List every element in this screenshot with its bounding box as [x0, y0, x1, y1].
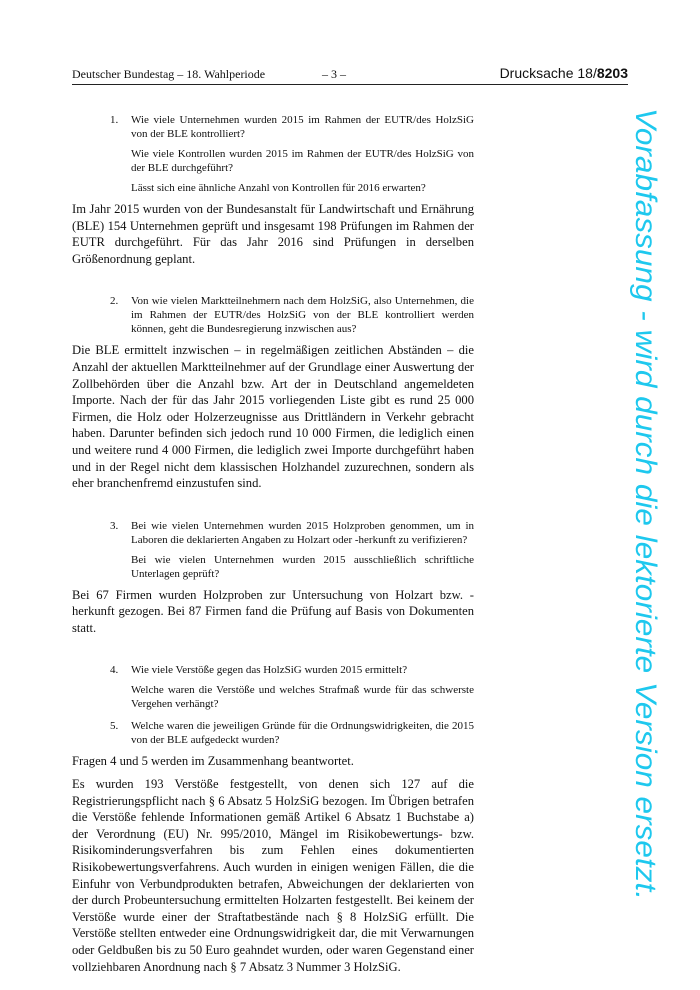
question-number: 5. — [110, 719, 119, 732]
question-number: 1. — [110, 114, 119, 126]
document-number-label: Drucksache — [499, 65, 574, 81]
answer-1: Im Jahr 2015 wurden von der Bundesanstalt für Landwirtschaft und Ernährung (BLE) 154 Unternehmen geprüft und insgesamt 198 Prüfungen im Rahmen der EUTR durchgeführt. Für das Jahr 2016 sind Prüfungen in derselben Größenordnung geplant. — [72, 202, 474, 266]
answer-4-5-intro: Fragen 4 und 5 werden im Zusammenhang beantwortet. — [72, 753, 354, 768]
question-text: Welche waren die Verstöße und welches Strafmaß wurde für das schwerste Vergehen verhängt? — [131, 683, 474, 710]
document-number — [500, 65, 628, 81]
page-body — [72, 113, 474, 975]
draft-watermark-text: Vorabfassung - wird durch die lektorierte Version ersetzt. — [629, 108, 662, 862]
draft-watermark-svg — [618, 108, 678, 908]
header-parliament: Deutscher Bundestag – 18. Wahlperiode — [72, 67, 266, 81]
answer-3: Bei 67 Firmen wurden Holzproben zur Untersuchung von Holzart bzw. -herkunft gezogen. Bei 87 Firmen fand die Prüfung auf Basis von Dokumenten statt. — [72, 587, 474, 635]
document-number-prefix: 18/ — [577, 65, 597, 81]
question-text: Wie viele Kontrollen wurden 2015 im Rahmen der EUTR/des HolzSiG von der BLE durchgeführt? — [131, 148, 474, 174]
question-1 — [72, 113, 474, 195]
question-4 — [72, 663, 474, 711]
question-text: Wie viele Verstöße gegen das HolzSiG wurden 2015 ermittelt? — [131, 663, 408, 676]
question-text: Lässt sich eine ähnliche Anzahl von Kontrollen für 2016 erwarten? — [131, 182, 426, 194]
document-number-value: 8203 — [596, 65, 628, 81]
question-number: 2. — [110, 295, 119, 308]
question-text: Bei wie vielen Unternehmen wurden 2015 ausschließlich schriftliche Unterlagen geprüft? — [131, 553, 474, 580]
question-5 — [72, 719, 474, 747]
question-text: Bei wie vielen Unternehmen wurden 2015 Holzproben genommen, um in Laboren die deklarierten Angaben zu Holzart oder -herkunft zu verifizieren? — [131, 519, 474, 546]
question-text: Wie viele Unternehmen wurden 2015 im Rahmen der EUTR/des HolzSiG von der BLE kontrolliert? — [131, 114, 474, 140]
answer-4-5: Es wurden 193 Verstöße festgestellt, von denen sich 127 auf die Registrierungspflicht nach § 6 Absatz 5 HolzSiG bezogen. Im Übrigen betrafen die Verstöße fehlende Informationen gemäß Artikel 6 Absatz 1 Buchstabe a) der Verordnung (EU) Nr. 995/2010, Mängel im Risikobewertungs- bzw. Risikominderungsverfahren bis zum Fehlen eines dokumentierten Risikobewertungsverfahrens. Auch wurden in einigen wenigen Fällen, die die Einfuhr von Verbundprodukten betrafen, Abweichungen der deklarierten von der durch Probeuntersuchung ermittelten Holzarten festgestellt. Bei keinem der Verstöße wurde einer der Straftatbestände nach § 8 HolzSiG erfüllt. Die Verstöße stellten entweder eine Ordnungswidrigkeit dar, die mit Verwarnungen oder Geldbußen bis zu 50 Euro geahndet wurden, oder waren Gegenstand einer vollziehbaren Anordnung nach § 7 Absatz 3 Nummer 3 HolzSiG. — [72, 777, 474, 974]
question-number: 4. — [110, 663, 119, 676]
question-3 — [72, 519, 474, 581]
question-text: Von wie vielen Marktteilnehmern nach dem HolzSiG, also Unternehmen, die im Rahmen der EUTR/des HolzSiG von der BLE kontrolliert werden können, geht die Bundesregierung inzwischen aus? — [131, 295, 474, 336]
question-text: Welche waren die jeweiligen Gründe für die Ordnungswidrigkeiten, die 2015 von der BLE aufgedeckt wurden? — [131, 719, 474, 746]
header-rule — [72, 84, 628, 85]
answer-2: Die BLE ermittelt inzwischen – in regelmäßigen zeitlichen Abständen – die Anzahl der aktuellen Marktteilnehmer auf der Grundlage einer Auswertung der Zollbehörden über die Anzahl bzw. Art der in Deutschland angemeldeten Importe. Nach der für das Jahr 2015 vorliegenden Liste gibt es rund 25 000 Firmen, die Holz oder Holzerzeugnisse aus Drittländern in Verkehr gebracht haben. Darunter befinden sich jedoch rund 10 000 Firmen, die lediglich einen und weitere rund 4 000 Firmen, die lediglich zwei Importe durchgeführt haben und in der Regel nicht dem klassischen Holzhandel zuzurechnen, sondern als eher branchenfremd einzustufen sind. — [72, 343, 474, 491]
draft-watermark — [618, 108, 678, 908]
question-2 — [72, 294, 474, 336]
page-number: – 3 – — [322, 67, 346, 81]
question-number: 3. — [110, 519, 119, 532]
